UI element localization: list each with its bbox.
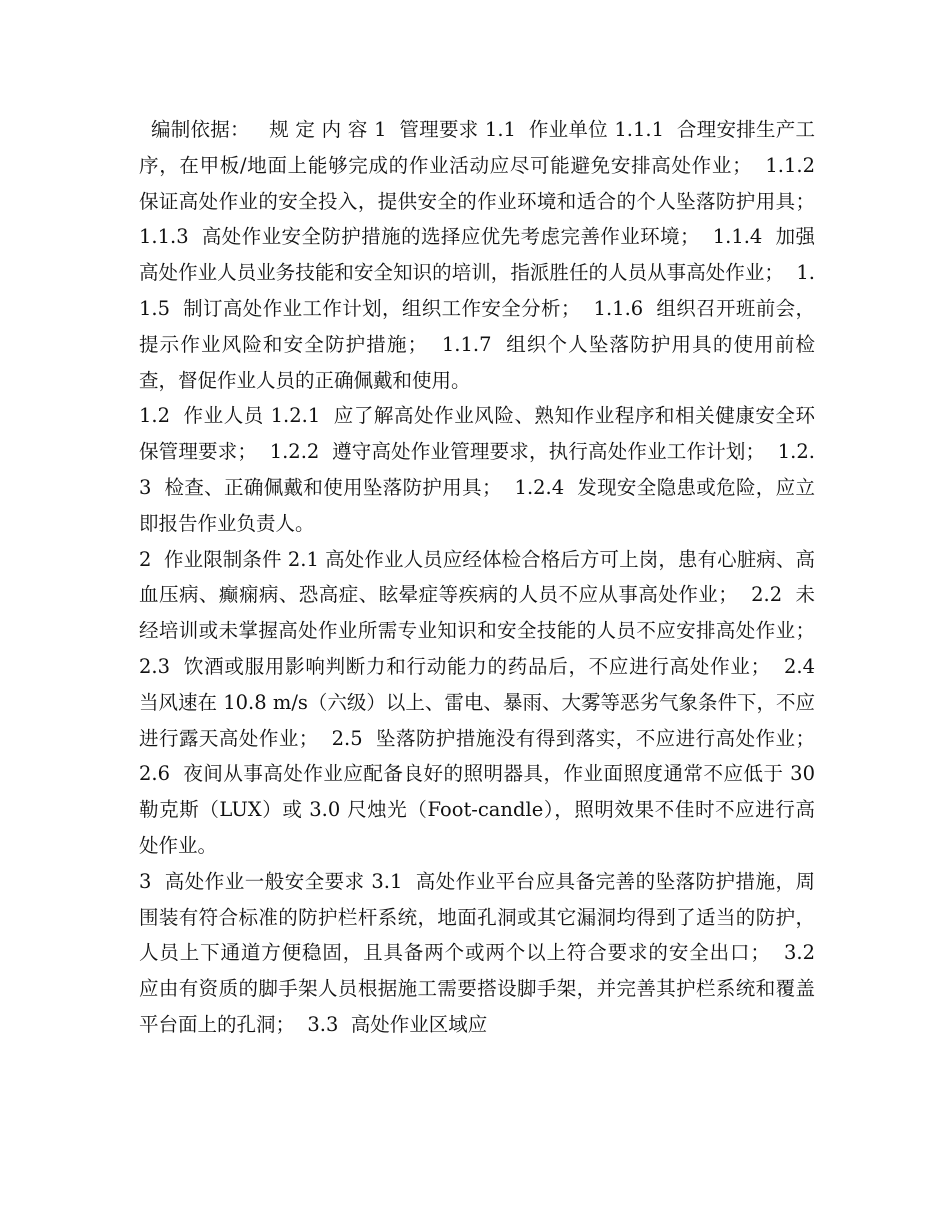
paragraph-personnel: 1.2 作业人员 1.2.1 应了解高处作业风险、熟知作业程序和相关健康安全环保管理要求； 1.2.2 遵守高处作业管理要求，执行高处作业工作计划； 1.2.3 检查、正确佩戴和使用坠落防护用具； 1.2.4 发现安全隐患或危险，应立即报告作业负责人。 bbox=[139, 404, 815, 535]
document-body bbox=[139, 112, 828, 1043]
paragraph-general-safety: 3 高处作业一般安全要求 3.1 高处作业平台应具备完善的坠落防护措施，周围装有符合标准的防护栏杆系统，地面孔洞或其它漏洞均得到了适当的防护，人员上下通道方便稳固，且具备两个或两个以上符合要求的安全出口； 3.2 应由有资质的脚手架人员根据施工需要搭设脚手架，并完善其护栏系统和覆盖平台面上的孔洞； 3.3 高处作业区域应 bbox=[139, 869, 828, 1036]
paragraph-management-requirements: 编制依据： 规 定 内 容 1 管理要求 1.1 作业单位 1.1.1 合理安排生产工序，在甲板/地面上能够完成的作业活动应尽可能避免安排高处作业； 1.1.2 保证高处作业的安全投入，提供安全的作业环境和适合的个人坠落防护用具； 1.1.3 高处作业安全防护措施的选择应优先考虑完善作业环境； 1.1.4 加强高处作业人员业务技能和安全知识的培训，指派胜任的人员从事高处作业； 1.1.5 制订高处作业工作计划，组织工作安全分析； 1.1.6 组织召开班前会，提示作业风险和安全防护措施； 1.1.7 组织个人坠落防护用具的使用前检查，督促作业人员的正确佩戴和使用。 bbox=[139, 118, 828, 392]
paragraph-restrictions: 2 作业限制条件 2.1 高处作业人员应经体检合格后方可上岗，患有心脏病、高血压病、癫痫病、恐高症、眩晕症等疾病的人员不应从事高处作业； 2.2 未经培训或未掌握高处作业所需专业知识和安全技能的人员不应安排高处作业； 2.3 饮酒或服用影响判断力和行动能力的药品后，不应进行高处作业； 2.4 当风速在 10.8 m/s（六级）以上、雷电、暴雨、大雾等恶劣气象条件下，不应进行露天高处作业； 2.5 坠落防护措施没有得到落实，不应进行高处作业； 2.6 夜间从事高处作业应配备良好的照明器具，作业面照度通常不应低于 30 勒克斯（LUX）或 3.0 尺烛光（Foot-candle），照明效果不佳时不应进行高处作业。 bbox=[139, 547, 828, 857]
